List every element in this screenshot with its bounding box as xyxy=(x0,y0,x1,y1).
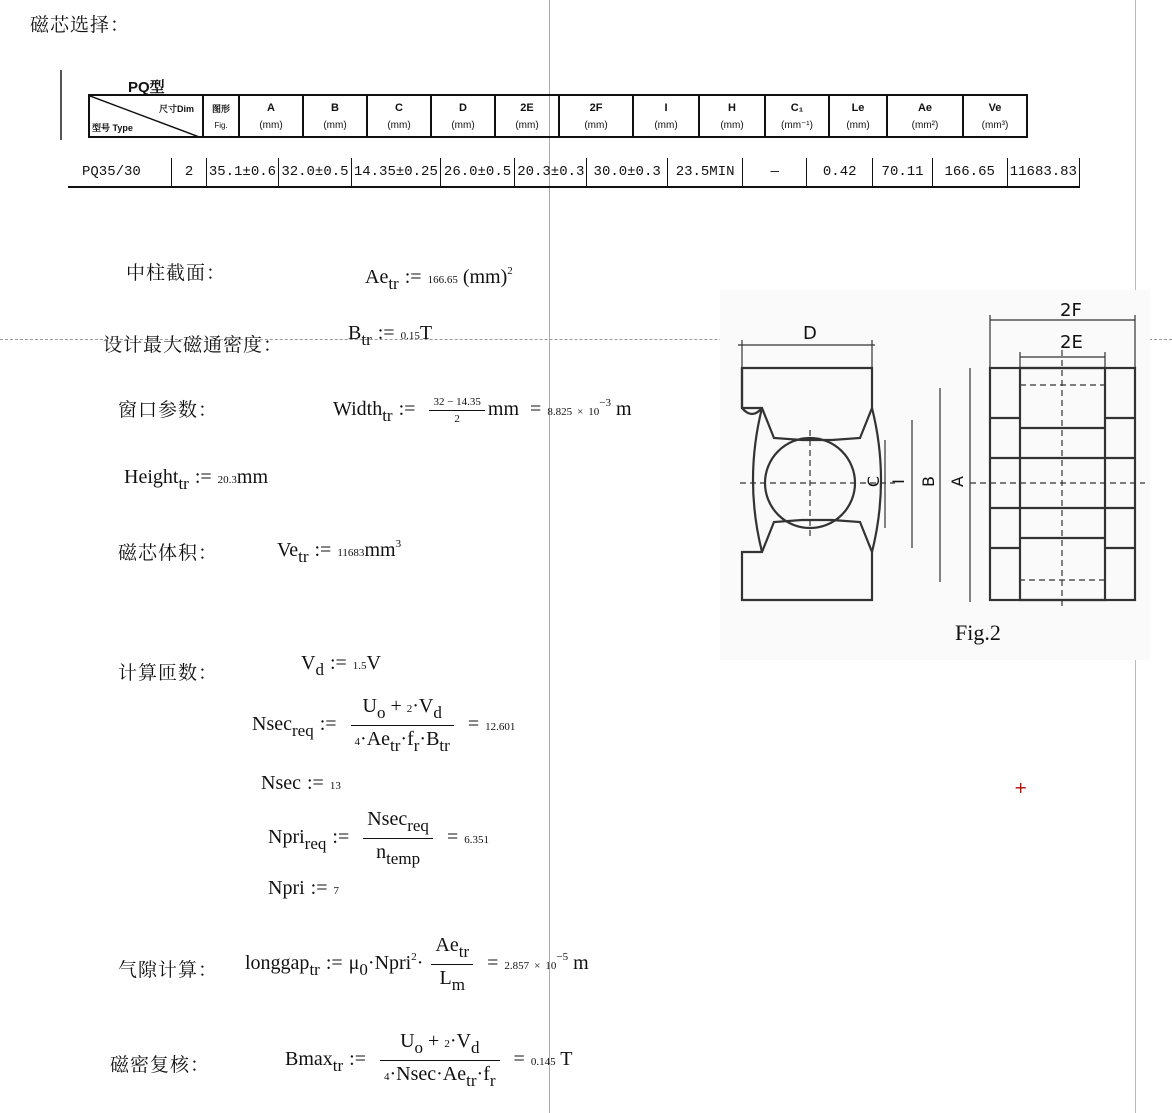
table-type-label: PQ型 xyxy=(128,79,165,96)
cell-b: 32.0±0.5 xyxy=(279,158,352,187)
dim-label-2f: 2F xyxy=(1060,300,1082,321)
eq-height: Height$_{tr}$ := 20.3mm xyxy=(124,466,269,493)
eq-width: Width$_{tr}$ := $\frac{32 - 14.35}{2}$ mm = $8.825 \times 10^{-3}$ m xyxy=(333,396,632,426)
table-row xyxy=(68,158,1080,188)
fig-label: 图形 xyxy=(211,104,230,114)
cell-model: PQ35/30 xyxy=(82,164,141,180)
cell-2e: 20.3±0.3 xyxy=(515,158,587,187)
cell-ae: 166.65 xyxy=(932,158,1007,187)
figure-caption: Fig.2 xyxy=(955,620,1001,645)
col-le: Le xyxy=(851,101,865,114)
label-turns: 计算匝数： xyxy=(118,662,219,684)
cell-c: 14.35±0.25 xyxy=(351,158,440,187)
cell-i: 23.5MIN xyxy=(667,158,742,187)
cell-h: — xyxy=(743,158,807,187)
dim-label-c: C xyxy=(864,475,884,488)
eq-nsec: Nsec := 13 xyxy=(261,772,341,794)
col-d: D xyxy=(459,101,467,114)
label-core-volume: 磁芯体积： xyxy=(118,542,219,564)
cell-c1: 0.42 xyxy=(806,158,872,187)
table-header: 尺寸Dim 型号 Type 图形 Fig. A (mm) B (mm) C (mm) D (mm) 2E (mm) 2F (mm) I (mm) H (mm) C₁ (mm⁻¹) Le (mm) Ae (mm²) Ve (mm³) xyxy=(88,94,1028,138)
eq-btr: $B_{tr}$ := 0.15T xyxy=(348,322,433,349)
col-2f: 2F xyxy=(589,101,603,114)
section-heading: 磁芯选择： xyxy=(30,14,131,36)
label-gap: 气隙计算： xyxy=(118,959,219,981)
cell-2f: 30.0±0.3 xyxy=(587,158,667,187)
dim-label-a: A xyxy=(947,476,967,487)
col-a: A xyxy=(267,101,275,114)
col-2e: 2E xyxy=(520,101,534,114)
label-center-leg: 中柱截面： xyxy=(126,262,227,284)
eq-npri: Npri := 7 xyxy=(268,877,340,899)
label-recheck: 磁密复核： xyxy=(110,1054,211,1076)
cell-fig: 2 xyxy=(172,158,207,187)
cell-d: 26.0±0.5 xyxy=(440,158,514,187)
eq-nprireq: Npri$_{req}$ := $\frac{Nsec_{req}}{n_{temp}}$ = 6.351 xyxy=(268,808,489,868)
label-window: 窗口参数： xyxy=(118,399,219,421)
label-max-flux: 设计最大磁通密度： xyxy=(103,334,284,356)
dim-label-d: D xyxy=(803,323,817,344)
cursor-marker: + xyxy=(1014,778,1028,797)
eq-nsecreq: Nsec$_{req}$ := $\frac{U_o + 2\cdot V_d}{4\cdot Ae_{tr}\cdot f_r\cdot B_{tr}}$ = 12.601 xyxy=(252,695,516,755)
eq-gap: longgap$_{tr}$ := $\mu_0\cdot Npri^2\cdot$ $\frac{Ae_{tr}}{L_m}$ = $2.857 \times 10^{-5}$ m xyxy=(245,934,589,994)
core-figure xyxy=(720,290,1150,660)
col-c: C xyxy=(395,101,403,114)
cell-le: 70.11 xyxy=(873,158,932,187)
col-i: I xyxy=(664,101,668,114)
eq-vd: $V_d$ := 1.5V xyxy=(301,652,381,679)
col-b: B xyxy=(331,101,339,114)
dim-label-2e: 2E xyxy=(1060,332,1083,353)
eq-ve: $Ve_{tr}$ := $11683mm^3$ xyxy=(277,538,402,566)
spec-table xyxy=(60,70,1080,190)
dim-label-i: I xyxy=(888,479,908,484)
col-c1: C₁ xyxy=(790,101,804,114)
dim-label: 尺寸Dim xyxy=(158,104,194,114)
cell-ve: 11683.83 xyxy=(1007,158,1079,187)
col-ve: Ve xyxy=(988,101,1002,114)
model-label: 型号 Type xyxy=(92,123,133,133)
dim-label-b: B xyxy=(918,476,938,487)
cell-a: 35.1±0.6 xyxy=(206,158,278,187)
col-h: H xyxy=(728,101,736,114)
col-ae: Ae xyxy=(917,101,933,114)
eq-ae: $Ae_{tr}$ := 166.65 (mm)$^2$ xyxy=(365,265,513,293)
pq-core-drawing xyxy=(720,290,1150,660)
eq-bmax: Bmax$_{tr}$ := $\frac{U_o + 2\cdot V_d}{4\cdot Nsec\cdot Ae_{tr}\cdot f_r}$ = 0.145 T xyxy=(285,1030,573,1090)
